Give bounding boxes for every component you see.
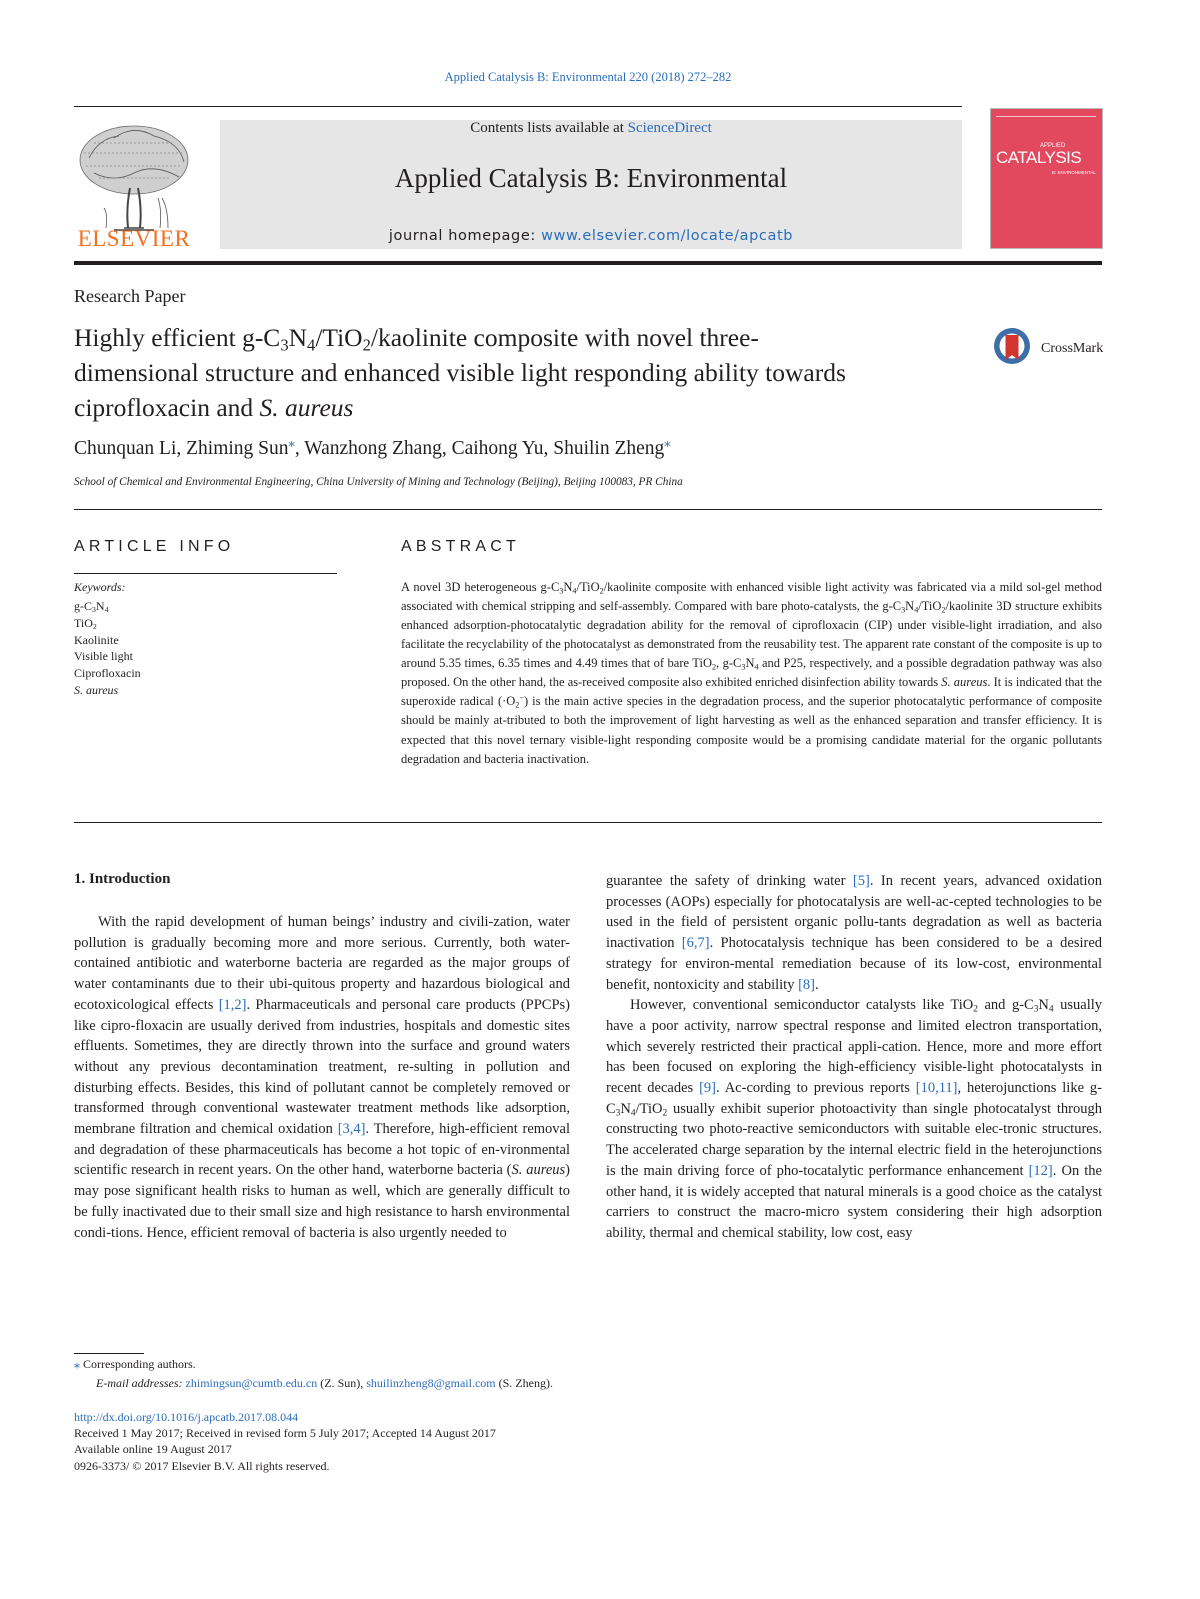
journal-reference[interactable]: Applied Catalysis B: Environmental 220 (2018) 272–282 <box>444 70 732 84</box>
cover-wordmark: CATALYSIS <box>996 148 1082 167</box>
email-addresses: E-mail addresses: zhimingsun@cumtb.edu.cn (Z. Sun), shuilinzheng8@gmail.com (S. Zheng). <box>96 1376 553 1390</box>
body-right-column: guarantee the safety of drinking water [5]. In recent years, advanced oxidation processes (AOPs) especially for photocatalysis are well-ac-cepted technologies to be used in the field of persistent organic pollu-tants degradation as well as bacteria inactivation [6,7]. Photocatalysis technique has been considered to be a desired strategy for environ-mental remediation because of its low-cost, environmental benefit, nontoxicity and stability [8]. However, conventional semiconductor catalysts like TiO$_2$ and $g-C_3N_4$ usually have a poor activity, narrow spectral response and limited electron transportation, which severely restricted their practical appli-cation. Hence, more and more effort has been focused on exploring the high-efficiency visible-light photocatalysts in recent decades [9]. Ac-cording to previous reports [10,11], heterojunctions like $g-C_3N_4/TiO_2$ usually exhibit superior photoactivity than single photocatalyst through constructing two photo-reactive semiconductors with suitable elec-tronic structures. The accelerated charge separation by the internal electric field in the heterojunctions is the main driving force of pho-tocatalytic performance enhancement [12]. On the other hand, it is widely accepted that natural minerals is a good choice as the catalyst carriers to construct the macro-micro system considering their high adsorption ability, thermal and chemical stability, low cost, easy <box>606 873 1103 1241</box>
received-dates: Received 1 May 2017; Received in revised form 5 July 2017; Accepted 14 August 2017 <box>74 1426 496 1441</box>
article-title: Highly efficient $g-C_3N_4/TiO_2$/kaolinite composite with novel three- dimensional structure and enhanced visible light responding ability towards ciprofloxacin and S. aureus <box>74 323 846 422</box>
contents-prefix: Contents lists available at <box>470 120 628 136</box>
doi-link[interactable]: http://dx.doi.org/10.1016/j.apcatb.2017.08.044 <box>74 1410 299 1424</box>
affiliation-rule <box>74 509 1102 510</box>
header-top-rule <box>74 106 962 107</box>
article-info-heading: ARTICLE INFO <box>74 538 235 555</box>
cover-decoration <box>996 116 1096 121</box>
elsevier-wordmark: ELSEVIER <box>77 226 191 251</box>
crossmark-icon[interactable] <box>993 326 1031 366</box>
abstract-heading: ABSTRACT <box>401 538 520 555</box>
abstract-bottom-rule <box>74 822 1102 823</box>
journal-cover-thumbnail[interactable] <box>990 108 1103 249</box>
sciencedirect-link[interactable]: ScienceDirect <box>627 120 712 136</box>
introduction-heading: 1. Introduction <box>74 871 171 887</box>
crossmark-label[interactable]: CrossMark <box>1041 341 1104 356</box>
author-list: Chunquan Li, Zhiming Sun⁎, Wanzhong Zhang, Caihong Yu, Shuilin Zheng⁎ <box>74 435 671 459</box>
copyright-line: 0926-3373/ © 2017 Elsevier B.V. All rights reserved. <box>74 1458 330 1473</box>
available-online: Available online 19 August 2017 <box>74 1442 232 1457</box>
article-type-label: Research Paper <box>74 286 186 306</box>
homepage-link[interactable]: www.elsevier.com/locate/apcatb <box>541 228 794 244</box>
homepage-prefix: journal homepage: <box>388 228 542 244</box>
article-info-rule <box>74 573 337 574</box>
article-metadata <box>74 1409 496 1474</box>
cover-bottom-text: B: ENVIRONMENTAL <box>1052 170 1096 175</box>
contents-available-line <box>220 120 962 137</box>
header-thick-rule <box>74 261 1102 265</box>
body-left-column: With the rapid development of human beings’ industry and civili-zation, water pollution is gradually becoming more and more serious. Currently, both water-contained antibiotic and waterborne bacteria are regarded as the major groups of water contaminants due to their ubi-quitous property and hazardous biological and ecotoxicological effects [1,2]. Pharmaceuticals and personal care products (PPCPs) like cipro-floxacin are usually derived from industries, hospitals and domestic sites effluents. Sometimes, they are directly thrown into the surface and ground waters without any previous decontamination treatment, re-sulting in pollution and disturbing effects. Besides, this kind of pollutant cannot be completely removed or transformed through conventional wastewater treatment methods like adsorption, membrane filtration and chemical oxidation [3,4]. Therefore, high-efficient removal and degradation of these pharmaceuticals has become a hot topic of en-vironmental scientific research in recent years. On the other hand, waterborne bacteria (S. aureus) may pose significant health risks to human as well, which are generally difficult to be fully inactivated due to their small size and high resistance to harsh environmental condi-tions. Hence, efficient removal of bacteria is also urgently needed to <box>74 914 571 1241</box>
cover-top-text: APPLIED <box>1040 143 1066 149</box>
affiliation: School of Chemical and Environmental Engineering, China University of Mining and Technology (Beijing), Beijing 100083, PR China <box>74 476 683 488</box>
keywords-label: Keywords: <box>74 580 126 594</box>
journal-title: Applied Catalysis B: Environmental <box>394 163 788 193</box>
journal-homepage-line <box>220 228 962 244</box>
corresponding-authors-note: ⁎ Corresponding authors. <box>74 1357 196 1371</box>
abstract-text: A novel 3D heterogeneous $g-C_3N_4/TiO_2$/kaolinite composite with enhanced visible light activity was fabricated via a mild sol-gel method associated with chemical stripping and self-assembly. Compared with bare photo-catalysts, the $g-C_3N_4/TiO_2$/kaolinite 3D structure exhibits enhanced adsorption-photocatalytic degradation ability for the removal of ciprofloxacin (CIP) under visible-light irradiation, and also facilitate the recyclability of the photocatalyst as demonstrated from the reusability test. The apparent rate constant of the composite is up to around 5.35 times, 6.35 times and 4.49 times that of bare TiO$_2$, $g-C_3N_4$ and P25, respectively, and a possible degradation pathway was also proposed. On the other hand, the as-received composite also exhibited enriched disinfection ability towards S. aureus. It is indicated that the superoxide radical $(\cdot O_2^-)$ is the main active species in the degradation process, and the superior photocatalytic performance of composite should be mainly at-tributed to both the improvement of light harvesting as well as the enhanced separation and transfer efficiency. It is expected that this novel ternary visible-light responding composite would be a promising candidate material for the organic pollutants degradation and bacteria inactivation. <box>401 580 1103 766</box>
keywords-list: $g-C_3N_4$ TiO$_2$ Kaolinite Visible light Ciprofloxacin S. aureus <box>74 599 141 697</box>
footnote-rule <box>74 1353 144 1354</box>
